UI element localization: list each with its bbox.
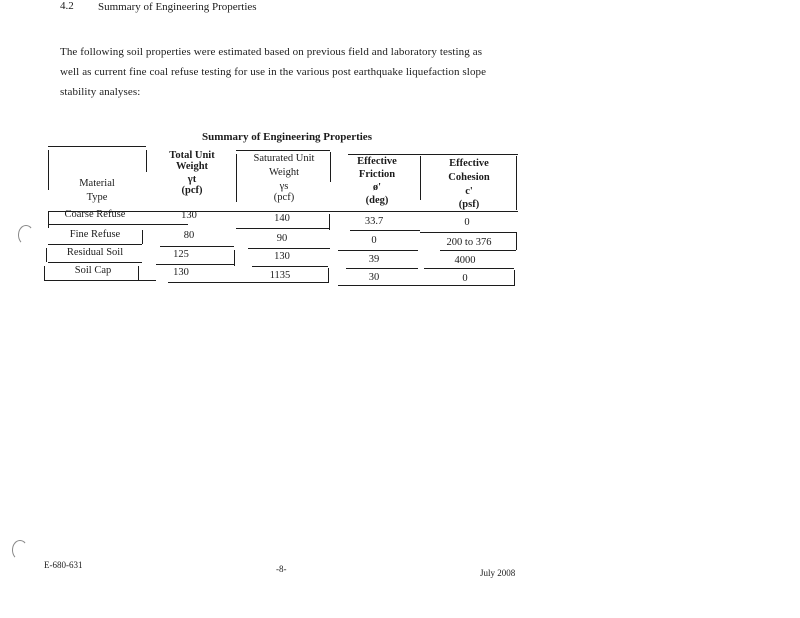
- row-rule: [48, 224, 188, 225]
- row-rule: [48, 262, 142, 263]
- table-bottom-rule: [44, 280, 156, 281]
- table-top-rule: [236, 150, 330, 151]
- header-line: Cohesion: [448, 172, 490, 183]
- punch-hole-mark: [18, 225, 34, 245]
- row-effective-cohesion: 4000: [454, 255, 476, 266]
- header-line: Type: [86, 192, 108, 203]
- section-title: Summary of Engineering Properties: [98, 1, 257, 13]
- row-effective-cohesion: 200 to 376: [446, 237, 492, 248]
- row-total-unit-weight: 125: [173, 249, 189, 260]
- row-rule: [156, 264, 234, 265]
- column-rule: [328, 268, 329, 283]
- footer-date: July 2008: [480, 568, 516, 578]
- header-line: Friction: [358, 169, 396, 180]
- row-material-type: Fine Refuse: [69, 229, 121, 240]
- header-line: (deg): [365, 195, 389, 206]
- row-saturated-unit-weight: 140: [274, 213, 290, 224]
- header-line: γt: [187, 174, 197, 185]
- row-rule: [424, 268, 514, 269]
- row-rule: [338, 250, 418, 251]
- header-line: (pcf): [181, 185, 203, 196]
- header-line: ø': [372, 182, 382, 193]
- row-effective-friction: 39: [368, 254, 380, 265]
- column-rule: [48, 212, 49, 228]
- row-effective-cohesion: 0: [464, 217, 470, 228]
- footer-document-number: E-680-631: [44, 560, 83, 570]
- header-line: (pcf): [273, 192, 295, 203]
- row-material-type: Coarse Refuse: [64, 209, 126, 220]
- header-line: Effective: [357, 156, 397, 167]
- header-line: γs: [279, 181, 289, 192]
- column-rule: [516, 232, 517, 250]
- column-header-total-unit-weight: [146, 150, 238, 196]
- row-rule: [160, 246, 234, 247]
- column-rule: [46, 248, 47, 262]
- row-effective-friction: 0: [371, 235, 377, 246]
- section-number: 4.2: [60, 0, 74, 12]
- footer-page-number: -8-: [276, 564, 287, 574]
- row-total-unit-weight: 130: [173, 267, 189, 278]
- row-material-type: Soil Cap: [74, 265, 112, 276]
- row-saturated-unit-weight: 1135: [269, 270, 291, 281]
- column-header-material: [52, 178, 142, 203]
- column-rule: [44, 266, 45, 280]
- row-effective-friction: 33.7: [364, 216, 384, 227]
- punch-hole-mark: [12, 540, 28, 560]
- table-top-rule: [48, 146, 146, 147]
- header-line: c': [465, 186, 473, 197]
- row-total-unit-weight: 130: [181, 210, 197, 221]
- row-rule: [252, 266, 328, 267]
- header-line: Total Unit: [169, 150, 215, 161]
- paragraph-line: stability analyses:: [60, 86, 141, 98]
- column-rule: [234, 250, 235, 266]
- intro-paragraph: [60, 42, 540, 102]
- column-header-saturated-unit-weight: [238, 153, 330, 203]
- column-rule: [330, 152, 331, 182]
- row-rule: [236, 228, 330, 229]
- column-rule: [138, 266, 139, 280]
- column-rule: [516, 156, 517, 210]
- table-top-rule: [348, 154, 518, 155]
- column-header-effective-cohesion: [422, 158, 516, 210]
- row-rule: [48, 244, 142, 245]
- row-rule: [248, 248, 330, 249]
- column-rule: [514, 270, 515, 286]
- row-effective-cohesion: 0: [462, 273, 468, 284]
- header-line: Effective: [449, 158, 489, 169]
- paragraph-line: The following soil properties were estimated based on previous field and laboratory testing as: [60, 46, 483, 58]
- header-line: Saturated Unit: [253, 153, 315, 164]
- header-line: Material: [79, 178, 115, 189]
- row-rule: [440, 250, 516, 251]
- column-rule: [329, 214, 330, 230]
- row-rule: [350, 230, 420, 231]
- row-rule: [346, 268, 418, 269]
- column-rule: [142, 230, 143, 244]
- header-line: Weight: [268, 167, 300, 178]
- column-rule: [48, 150, 49, 190]
- column-header-effective-friction: [332, 156, 422, 206]
- table-bottom-rule: [168, 282, 328, 283]
- table-title: Summary of Engineering Properties: [202, 131, 372, 143]
- row-saturated-unit-weight: 90: [276, 233, 288, 244]
- row-material-type: Residual Soil: [66, 247, 124, 258]
- row-rule: [420, 232, 516, 233]
- row-total-unit-weight: 80: [183, 230, 195, 241]
- table-bottom-rule: [338, 285, 514, 286]
- row-saturated-unit-weight: 130: [274, 251, 290, 262]
- row-effective-friction: 30: [368, 272, 380, 283]
- paragraph-line: well as current fine coal refuse testing for use in the various post earthquake liquefaction slope: [60, 66, 487, 78]
- header-line: (psf): [458, 199, 480, 210]
- header-line: Weight: [175, 161, 209, 172]
